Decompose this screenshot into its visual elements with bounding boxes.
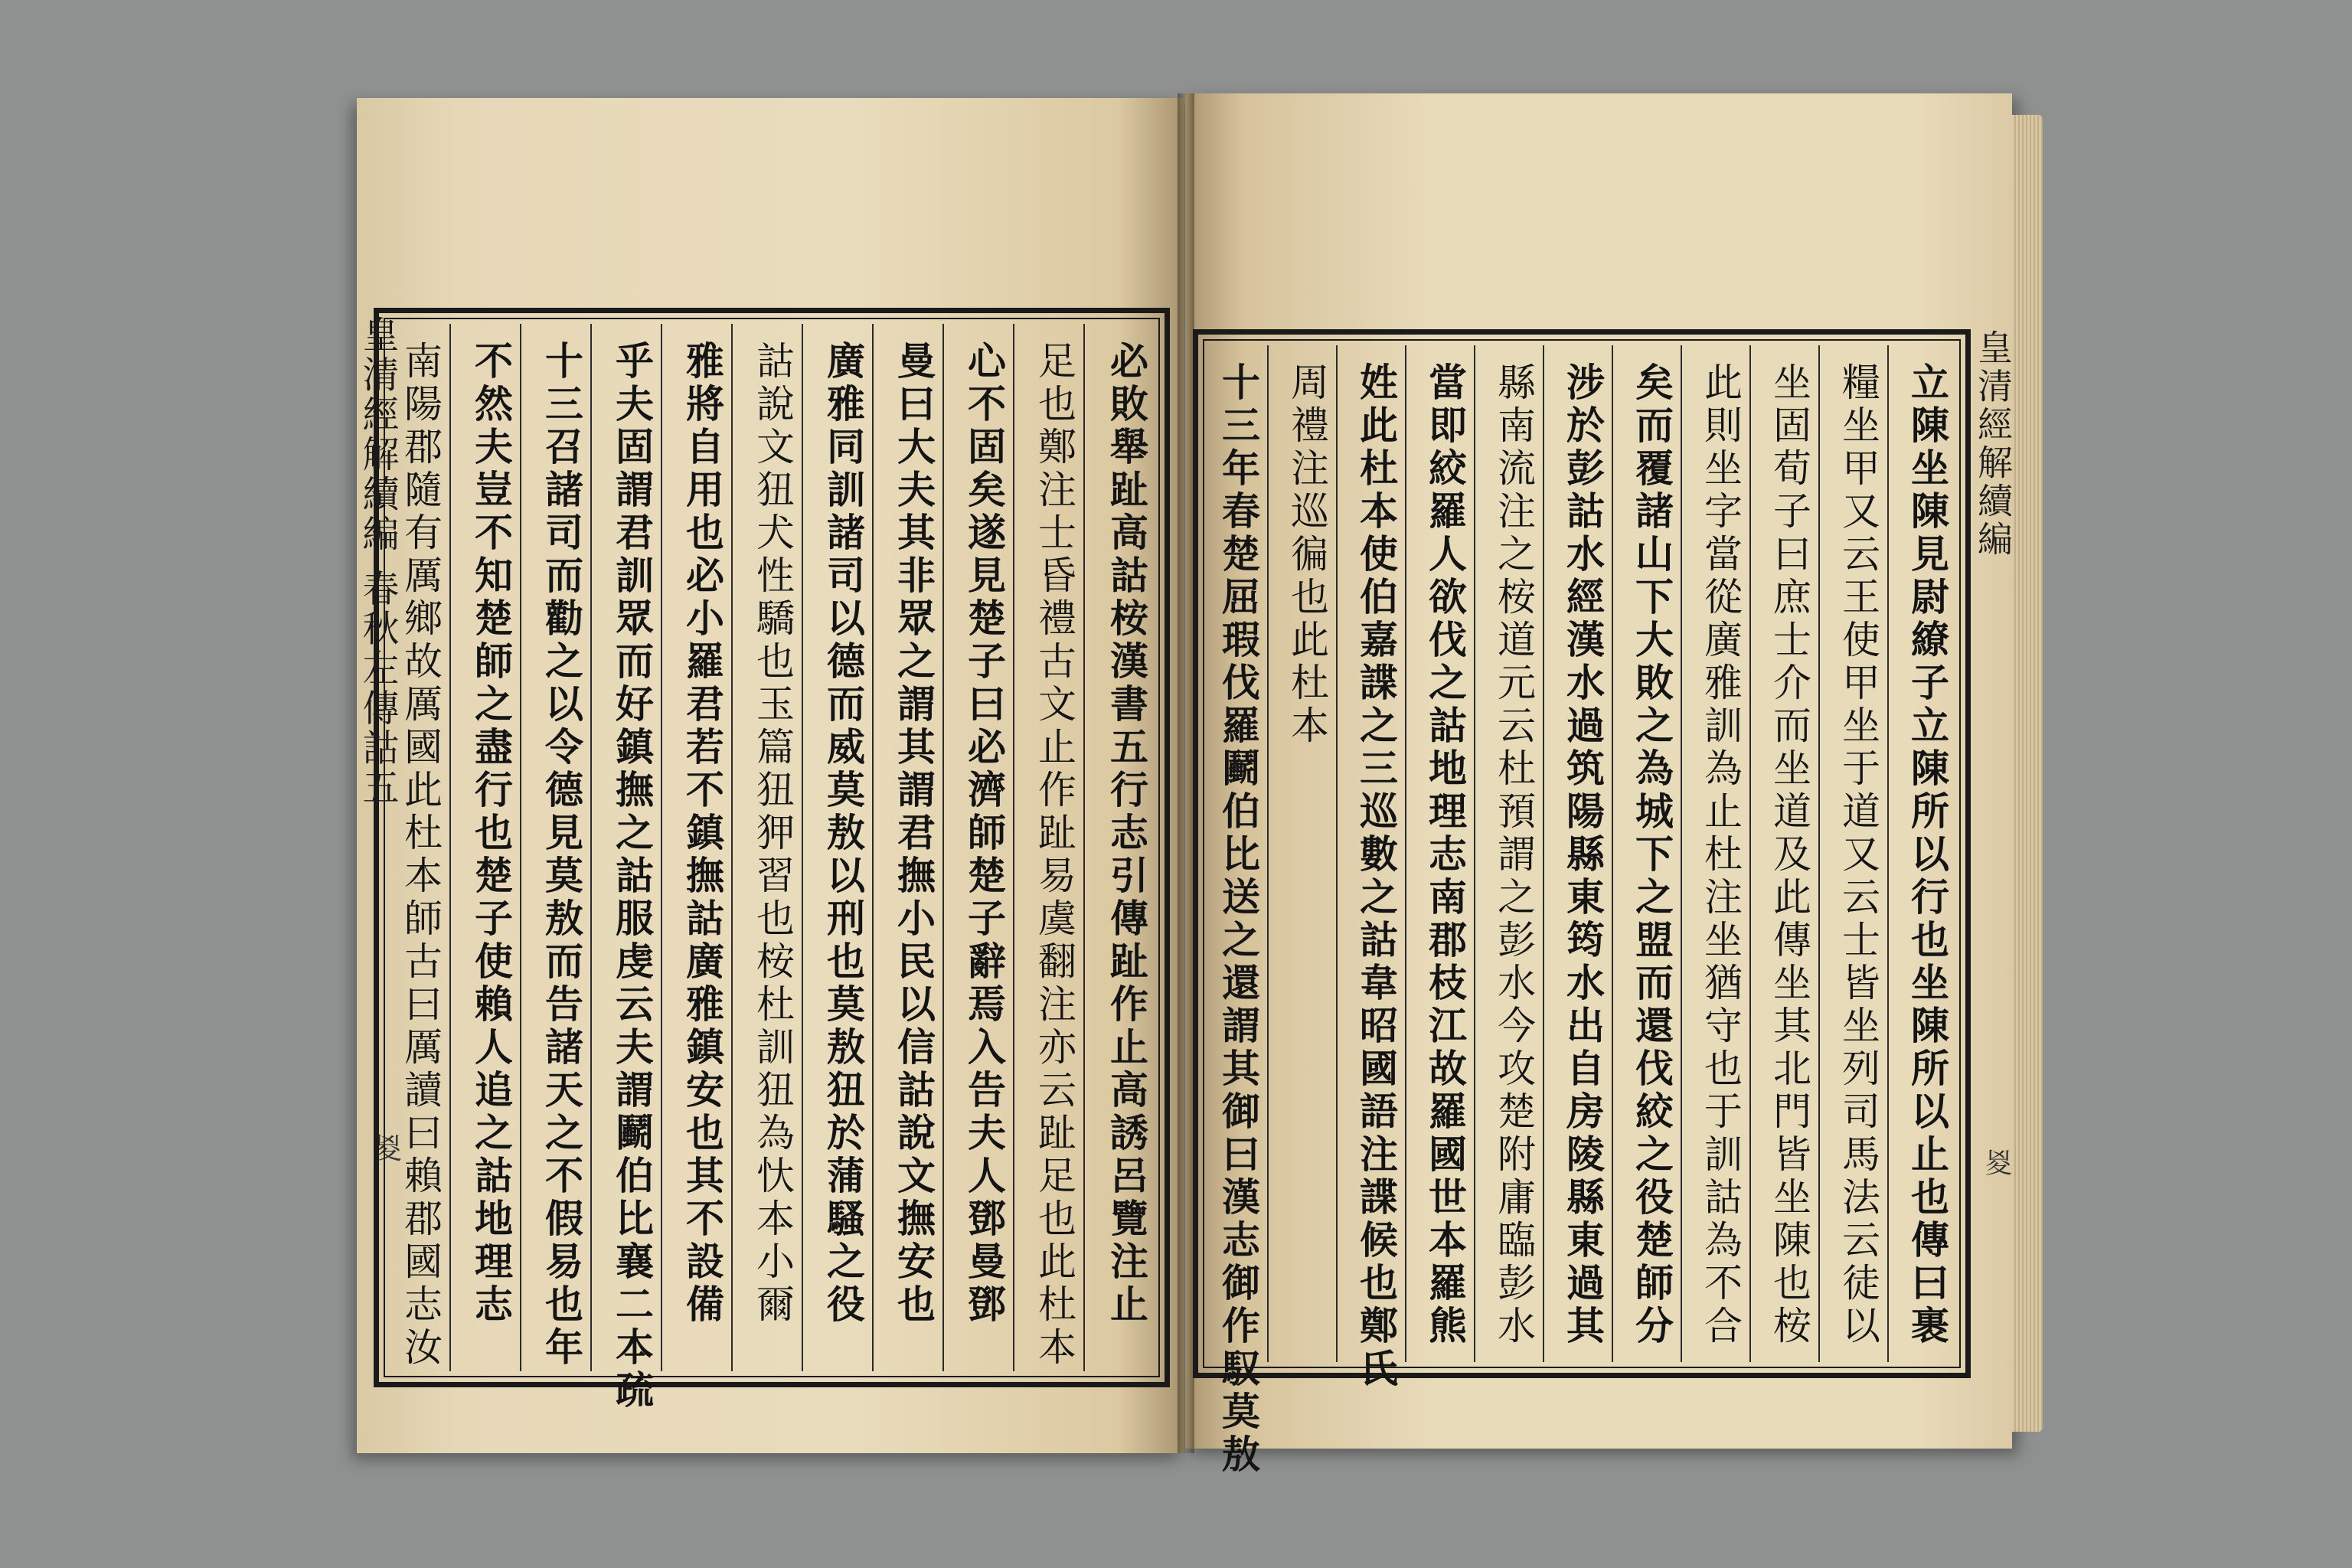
- column-rule: [731, 324, 733, 1371]
- text-column: 詁說文狃犬性驕也玉篇狃狎習也桉杜訓狃為忕本小爾: [750, 341, 795, 1327]
- text-column: 此則坐字當從廣雅訓為止杜注坐猶守也于訓詁為不合: [1698, 362, 1743, 1348]
- text-column: 糧坐甲又云王使甲坐于道又云士皆坐列司馬法云徒以: [1836, 362, 1880, 1348]
- text-column: 立陳坐陳見尉繚子立陳所以行也坐陳所以止也傳曰裹: [1905, 362, 1950, 1348]
- column-rule: [1405, 345, 1406, 1362]
- column-rule: [1887, 345, 1889, 1362]
- column-rule: [661, 324, 662, 1371]
- left-banner-page-mark: 㚇: [368, 1133, 402, 1162]
- column-rule: [1336, 345, 1338, 1362]
- column-rule: [1612, 345, 1613, 1362]
- column-rule: [942, 324, 944, 1371]
- column-rule: [872, 324, 874, 1371]
- column-rule: [1083, 324, 1085, 1371]
- text-column: 必敗舉趾高詁桉漢書五行志引傳趾作止高誘呂覽注止: [1104, 341, 1149, 1327]
- text-column: 南陽郡隨有厲鄉故厲國此杜本師古曰厲讀曰賴郡國志汝: [398, 341, 443, 1370]
- column-rule: [1681, 345, 1682, 1362]
- right-banner-page-mark: 㚇: [1981, 1148, 2012, 1176]
- text-column: 足也鄭注士昏禮古文止作趾易虞翻注亦云趾足也此杜本: [1032, 341, 1076, 1370]
- right-text-frame: [1193, 329, 1971, 1477]
- book-gutter: [1178, 93, 1194, 1453]
- text-column: 曼曰大夫其非眾之謂其謂君撫小民以信詁說文撫安也: [891, 341, 936, 1327]
- column-rule: [1267, 345, 1269, 1362]
- text-column: 當即絞羅人欲伐之詁地理志南郡枝江故羅國世本羅熊: [1423, 362, 1468, 1348]
- column-rule: [1749, 345, 1751, 1362]
- text-column: 不然夫豈不知楚師之盡行也楚子使賴人追之詁地理志: [469, 341, 514, 1327]
- text-column: 乎夫固謂君訓眾而好鎮撫之詁服虔云夫謂鬬伯比襄二本疏: [609, 341, 655, 1413]
- text-column: 矣而覆諸山下大敗之為城下之盟而還伐絞之役楚師分: [1629, 362, 1674, 1348]
- column-rule: [449, 324, 451, 1371]
- text-column: 姓此杜本使伯嘉諜之三巡數之詁韋昭國語注諜候也鄭氏: [1354, 362, 1399, 1391]
- text-column: 坐固荀子曰庶士介而坐道及此傳坐其北門皆坐陳也桉: [1767, 362, 1811, 1348]
- text-column: 縣南流注之桉道元云杜預謂之彭水今攻楚附庸臨彭水: [1491, 362, 1536, 1348]
- text-column: 涉於彭詁水經漢水過筑陽縣東筠水出自房陵縣東過其: [1560, 362, 1606, 1348]
- text-column: 雅將自用也必小羅君若不鎮撫詁廣雅鎮安也其不設備: [680, 341, 725, 1327]
- text-column: 廣雅同訓諸司以德而威莫敖以刑也莫敖狃於蒲騷之役: [821, 341, 866, 1327]
- text-column: 十三年春楚屈瑕伐羅鬬伯比送之還謂其御曰漢志御作馭莫敖: [1216, 362, 1261, 1477]
- column-rule: [1543, 345, 1544, 1362]
- left-text-frame: [374, 308, 1170, 1413]
- column-rule: [1013, 324, 1014, 1371]
- column-rule: [802, 324, 803, 1371]
- text-column: 周禮注巡徧也此杜本: [1285, 362, 1329, 748]
- text-column: 十三召諸司而勸之以令德見莫敖而告諸天之不假易也年: [539, 341, 584, 1370]
- column-rule: [590, 324, 592, 1371]
- text-column: 心不固矣遂見楚子曰必濟師楚子辭焉入告夫人鄧曼鄧: [962, 341, 1007, 1327]
- column-rule: [1818, 345, 1820, 1362]
- column-rule: [1474, 345, 1475, 1362]
- column-rule: [520, 324, 521, 1371]
- right-banner: 皇清經解續編: [1972, 329, 2014, 559]
- left-banner: 皇清經解續編 春秋左傳詁五: [356, 315, 399, 808]
